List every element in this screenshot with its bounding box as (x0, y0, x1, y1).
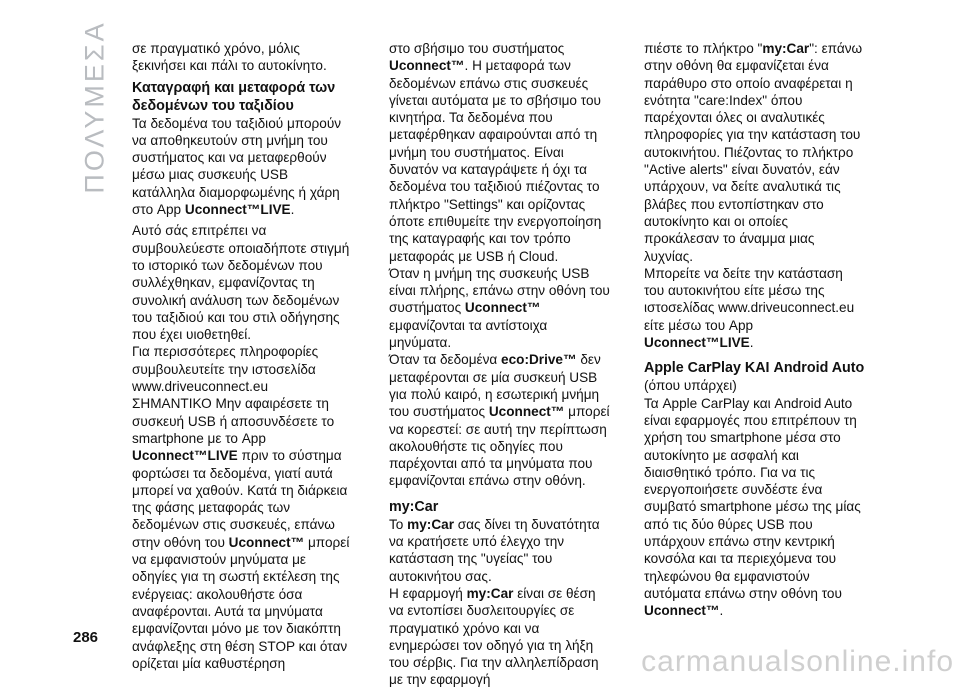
paragraph: Όταν η μνήμη της συσκευής USB είναι πλήρης, επάνω στην οθόνη του συστήματος Uconnect™ εμφανίζονται τα αντίστοιχα μηνύματα. (389, 265, 610, 351)
page-number: 286 (73, 629, 99, 646)
paragraph: Η εφαρμογή my:Car είναι σε θέση να εντοπίσει δυσλειτουργίες σε πραγματικό χρόνο και να ενημερώσει τον οδηγό για τη λήξη του σέρβις. Για την αλληλεπίδραση με την εφαρμογή (389, 585, 599, 688)
section-subheading: (όπου υπάρχει) (644, 378, 737, 394)
text-column-2 (389, 40, 611, 689)
section-side-title (78, 22, 112, 192)
paragraph: ΣΗΜΑΝΤΙΚΟ Μην αφαιρέσετε τη συσκευή USB ή αποσυνδέσετε το smartphone με το App Uconnect™LIVE πριν το σύστημα φορτώσει τα δεδομένα, γιατί αυτά μπορεί να χαθούν. Κατά τη διάρκεια της φάσης μεταφοράς των δεδομένων στις συσκευές, επάνω στην οθόνη του Uconnect™ μπορεί να εμφανιστούν μηνύματα με οδηγίες για τη σωστή εκτέλεση της ενέργειας: ακολουθήστε όσα αναφέρονται. Αυτά τα μηνύματα εμφανίζονται μόνο με τον διακόπτη ανάφλεξης στη θέση STOP και όταν ορίζεται μία καθυστέρηση (132, 396, 350, 671)
paragraph: Τα Apple CarPlay και Android Auto είναι εφαρμογές που επιτρέπουν τη χρήση του smartphone μέσα στο αυτοκίνητο με ασφαλή και διαισθητικό τρόπο. Για να τις ενεργοποιήσετε συνδέστε ένα συμβατό smartphone μέσω της μίας από τις δύο θύρες USB που υπάρχουν επάνω στην κεντρική κονσόλα και τα περιεχόμενα του τηλεφώνου θα εμφανιστούν αυτόματα επάνω στην οθόνη του Uconnect™. (644, 395, 861, 619)
paragraph: Μπορείτε να δείτε την κατάσταση του αυτοκινήτου είτε μέσω της ιστοσελίδας www.driveuconnect.eu είτε μέσω του App Uconnect™LIVE. (644, 265, 855, 351)
section-title-text: ΠΟΛΥΜΕΣΑ (79, 20, 110, 194)
paragraph: Τα δεδομένα του ταξιδιού μπορούν να αποθηκευτούν στη μνήμη του συστήματος και να μεταφερθούν μέσω μιας συσκευής USB κατάλληλα διαμορφωμένης ή χάρη στο App Uconnect™LIVE. (132, 115, 342, 218)
paragraph: σε πραγματικό χρόνο, μόλις ξεκινήσει και πάλι το αυτοκίνητο. (132, 41, 327, 74)
section-heading: Καταγραφή και μεταφορά των δεδομένων του ταξιδίου (132, 79, 336, 114)
paragraph: Όταν τα δεδομένα eco:Drive™ δεν μεταφέρονται σε μία συσκευή USB για πολύ καιρό, η εσωτερική μνήμη του συστήματος Uconnect™ μπορεί να κορεστεί: σε αυτή την περίπτωση ακολουθήστε τις οδηγίες που παρέχονται από τα μηνύματα που εμφανίζονται επάνω στην οθόνη. (389, 352, 610, 489)
paragraph: στο σβήσιμο του συστήματος Uconnect™. Η μεταφορά των δεδομένων επάνω στις συσκευές γίνεται αυτόματα με το σβήσιμο του κινητήρα. Τα δεδομένα που μεταφέρθηκαν αφαιρούνται από τη μνήμη του συστήματος. Είναι δυνατόν να καταγράψετε ή όχι τα δεδομένα του ταξιδιού πιέζοντας το πλήκτρο "Settings" και ορίζοντας όποτε επιθυμείτε την ενεργοποίηση της καταγραφής και τον τρόπο μεταφοράς με USB ή Cloud. (389, 41, 602, 264)
text-column-3 (644, 40, 866, 620)
paragraph: Το my:Car σας δίνει τη δυνατότητα να κρατήσετε υπό έλεγχο την κατάσταση της "υγείας" του αυτοκινήτου σας. (389, 516, 600, 584)
paragraph: πιέστε το πλήκτρο "my:Car": επάνω στην οθόνη θα εμφανίζεται ένα παράθυρο στο οποίο αναφέρεται η ενότητα "care:Index" όπου παρέχονται όλες οι αναλυτικές πληροφορίες για την κατάσταση του αυτοκινήτου. Πιέζοντας το πλήκτρο "Active alerts" είναι δυνατόν, εάν υπάρχουν, να δείτε αναλυτικά τις βλάβες που εντοπίστηκαν στο αυτοκίνητο και οι οποίες προκάλεσαν το άναμμα μιας λυχνίας. (644, 41, 863, 264)
watermark: carmanualsonline.info (641, 645, 954, 678)
paragraph: Αυτό σάς επιτρέπει να συμβουλεύεστε οποιαδήποτε στιγμή το ιστορικό των δεδομένων που συλλέχθηκαν, εμφανίζοντας τη συνολική ανάλυση των δεδομένων του ταξιδιού και του στιλ οδήγησης που έχει υιοθετηθεί. (132, 223, 350, 343)
section-heading: Apple CarPlay ΚΑΙ Android Auto (644, 360, 865, 377)
text-column-1 (132, 40, 354, 672)
section-heading: my:Car (389, 498, 439, 515)
paragraph: Για περισσότερες πληροφορίες συμβουλευτείτε την ιστοσελίδα www.driveuconnect.eu (132, 344, 319, 395)
